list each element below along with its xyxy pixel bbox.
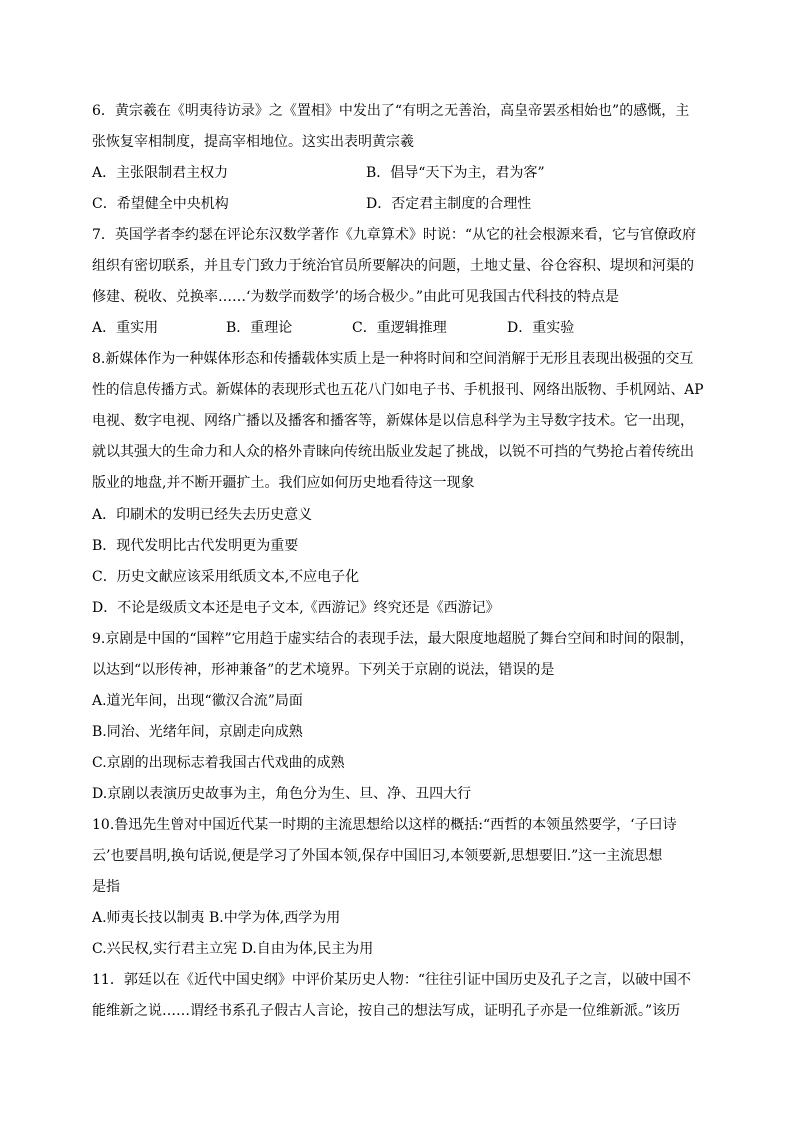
question-text-line: 就以其强大的生命力和人众的格外青睐向传统出版业发起了挑战，以锐不可挡的气势抢占着传统出 — [92, 444, 694, 460]
question-text-line: 电视、数字电视、网络广播以及播客和播客等，新媒体是以信息科学为主导数字技术。它一出现， — [92, 413, 694, 429]
question-text-line: 9.京剧是中国的“国粹”它用趋于虚实结合的表现手法，最大限度地超脱了舞台空间和时间的限制， — [92, 631, 694, 647]
question-text-line: 版业的地盘,并不断开疆扩土。我们应如何历史地看待这一现象 — [92, 475, 475, 491]
option-line-cd: C.兴民权,实行君主立宪 D.自由为体,民主为用 — [92, 941, 374, 957]
option-c: C．历史文献应该采用纸质文本,不应电子化 — [92, 569, 360, 585]
option-b: B．倡导“天下为主，君为客” — [366, 165, 545, 181]
question-text-line: 组织有密切联系，并且专门致力于统治官员所要解决的问题，土地丈量、谷仓容积、堤坝和河渠的 — [92, 258, 694, 274]
question-text-line: 修建、税收、兑换率……‘为数学而数学’的场合极少。”由此可见我国古代科技的特点是 — [92, 289, 620, 305]
option-c: C.京剧的出现标志着我国古代戏曲的成熟 — [92, 755, 345, 771]
option-d: D.京剧以表演历史故事为主，角色分为生、旦、净、丑四大行 — [92, 786, 472, 802]
option-d: D．重实验 — [507, 320, 575, 336]
option-c: C．希望健全中央机构 — [92, 196, 229, 212]
question-text-line: 云’也要昌明,换句话说,便是学习了外国本领,保存中国旧习,本领要新,思想要旧.”这一主流思想 — [92, 848, 663, 864]
question-text-line: 10.鲁迅先生曾对中国近代某一时期的主流思想给以这样的概括:“西哲的本领虽然要学，‘子曰诗 — [92, 817, 677, 833]
option-b: B.同治、光绪年间，京剧走向成熟 — [92, 724, 303, 740]
question-text-line: 7．英国学者李约瑟在评论东汉数学著作《九章算术》时说：“从它的社会根源来看，它与官僚政府 — [92, 227, 697, 243]
option-b: B．重理论 — [226, 320, 293, 336]
option-b: B．现代发明比古代发明更为重要 — [92, 538, 299, 554]
option-line-ab: A.师夷长技以制夷 B.中学为体,西学为用 — [92, 910, 341, 926]
option-d: D．否定君主制度的合理性 — [366, 196, 532, 212]
question-text-line: 以达到“以形传神，形神兼备”的艺术境界。下列关于京剧的说法，错误的是 — [92, 662, 555, 678]
question-text-line: 能维新之说……谓经书系孔子假古人言论，按自己的想法写成，证明孔子亦是一位维新派。”该历 — [92, 1003, 681, 1019]
question-text-line: 8.新媒体作为一种媒体形态和传播载体实质上是一种将时间和空间消解于无形且表现出极强的交互 — [92, 351, 694, 367]
option-a: A．印刷术的发明已经失去历史意义 — [92, 507, 313, 523]
question-text-line: 6．黄宗羲在《明夷待访录》之《置相》中发出了“有明之无善治，高皇帝罢丞相始也”的感慨，主 — [92, 103, 690, 119]
option-a: A．主张限制君主权力 — [92, 165, 229, 181]
question-text-line: 性的信息传播方式。新媒体的表现形式也五花八门如电子书、手机报刊、网络出版物、手机网站、AP — [92, 382, 704, 398]
option-c: C．重逻辑推理 — [352, 320, 447, 336]
question-text-line: 11．郭廷以在《近代中国史纲》中评价某历史人物：“往往引证中国历史及孔子之言，以破中国不 — [92, 972, 691, 988]
option-a: A.道光年间，出现“徽汉合流”局面 — [92, 693, 303, 709]
option-d: D．不论是级质文本还是电子文本,《西游记》终究还是《西游记》 — [92, 600, 500, 616]
question-text-line: 是指 — [92, 879, 120, 895]
option-a: A．重实用 — [92, 320, 159, 336]
question-text-line: 张恢复宰相制度，提高宰相地位。这实出表明黄宗羲 — [92, 134, 414, 150]
